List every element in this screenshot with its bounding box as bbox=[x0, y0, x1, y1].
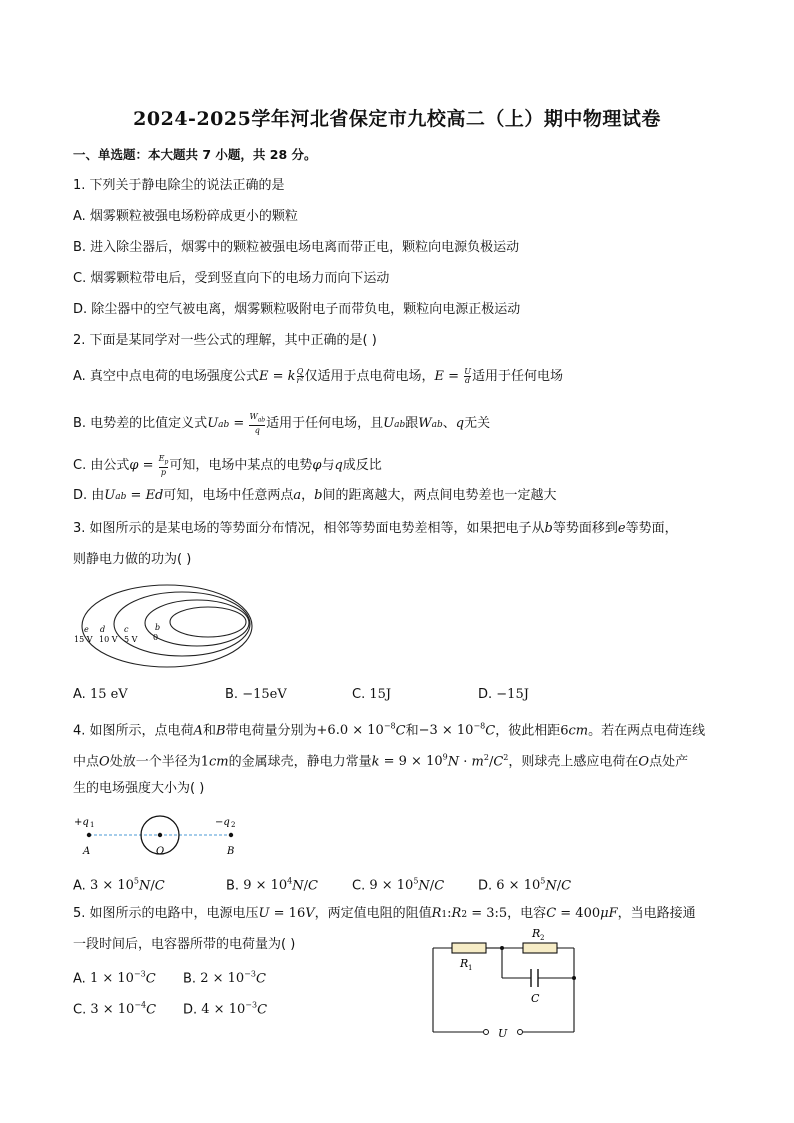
svg-text:2: 2 bbox=[540, 934, 545, 942]
terminal-left bbox=[484, 1030, 489, 1035]
question-5-option-d: D. $4 \times 10^{-3}C$ bbox=[183, 1001, 268, 1018]
label-10v: 10 V bbox=[99, 635, 118, 644]
label-r2: R bbox=[532, 927, 541, 940]
question-1-option-b: B. 进入除尘器后，烟雾中的颗粒被强电场电离而带正电，颗粒向电源负极运动 bbox=[73, 240, 520, 255]
question-2-option-c: C. 由公式φ = $\frac{E_p}{p}$ 可知，电场中某点的电势φ与q成反比 bbox=[73, 454, 382, 477]
resistor-r2 bbox=[523, 943, 557, 953]
equipotential-figure bbox=[72, 580, 254, 672]
question-4-option-b: B. $9 \times 10^4N/C$ bbox=[226, 877, 318, 894]
label-u: U bbox=[498, 1027, 508, 1040]
page-title: 2024-2025学年河北省保定市九校高二（上）期中物理试卷 bbox=[133, 108, 661, 130]
question-5-option-c: C. $3 \times 10^{-4}C$ bbox=[73, 1001, 157, 1018]
question-3-option-c: C. 15J bbox=[352, 687, 392, 702]
question-4-stem: 4. 如图所示，点电荷A和B带电荷量分别为$+6.0 \times 10^{-8}C$和$-3 \times 10^{-8}C$，彼此相距6cm。若在两点电荷连线 bbox=[73, 722, 706, 739]
label-plus-q1: +q bbox=[74, 817, 89, 828]
label-0v: 0 bbox=[153, 633, 159, 642]
question-5-stem-2: 一段时间后，电容器所带的电荷量为( ) bbox=[73, 937, 296, 952]
question-1-option-d: D. 除尘器中的空气被电离，烟雾颗粒吸附电子而带负电，颗粒向电源正极运动 bbox=[73, 302, 521, 317]
label-c: c bbox=[124, 625, 129, 634]
label-e: e bbox=[84, 625, 89, 634]
question-5-option-b: B. $2 \times 10^{-3}C$ bbox=[183, 970, 266, 987]
label-o: O bbox=[156, 846, 165, 857]
svg-text:1: 1 bbox=[468, 964, 473, 972]
question-3-option-d: D. −15J bbox=[478, 687, 529, 702]
question-2-option-a: A. 真空中点电荷的电场强度公式E = k $\frac{Q}{\text{r²}}$ 仅适用于点电荷电场，E = $\frac{U}{d}$ 适用于任何电场 bbox=[73, 367, 563, 385]
question-4-option-c: C. $9 \times 10^5N/C$ bbox=[352, 877, 445, 894]
label-a: A bbox=[83, 846, 91, 857]
center-o-dot bbox=[158, 833, 162, 837]
question-3-option-b: B. −15eV bbox=[225, 687, 287, 702]
question-4-stem-2: 中点O处放一个半径为1cm的金属球壳，静电力常量$k = 9 \times 10^9N \cdot m^2/C^2$，则球壳上感应电荷在O点处产 bbox=[73, 753, 689, 770]
label-5v: 5 V bbox=[124, 635, 138, 644]
svg-text:2: 2 bbox=[231, 821, 236, 829]
question-2-option-d: D. 由Uab = Ed可知，电场中任意两点a，b间的距离越大，两点间电势差也一定越大 bbox=[73, 488, 557, 503]
charge-b-dot bbox=[229, 833, 233, 837]
svg-text:1: 1 bbox=[90, 821, 95, 829]
question-4-option-a: A. $3 \times 10^5N/C$ bbox=[73, 877, 165, 894]
question-2-option-b: B. 电势差的比值定义式Uab = $W_{ab}$ q 适用于任何电场，且Uab跟Wab、q无关 bbox=[73, 412, 491, 435]
label-b: b bbox=[155, 623, 161, 632]
circuit-figure bbox=[428, 924, 580, 1042]
resistor-r1 bbox=[452, 943, 486, 953]
question-1-option-c: C. 烟雾颗粒带电后，受到竖直向下的电场力而向下运动 bbox=[73, 271, 390, 286]
charge-a-dot bbox=[87, 833, 91, 837]
question-2-stem: 2. 下面是某同学对一些公式的理解，其中正确的是( ) bbox=[73, 333, 377, 348]
label-minus-q2: −q bbox=[215, 817, 230, 828]
label-d: d bbox=[100, 625, 106, 634]
label-b: B bbox=[227, 846, 235, 857]
question-5-option-a: A. $1 \times 10^{-3}C$ bbox=[73, 970, 156, 987]
terminal-right bbox=[518, 1030, 523, 1035]
question-3-option-a: A. 15 eV bbox=[73, 687, 128, 702]
question-4-stem-3: 生的电场强度大小为( ) bbox=[73, 781, 205, 796]
label-15v: 15 V bbox=[74, 635, 93, 644]
question-1-option-a: A. 烟雾颗粒被强电场粉碎成更小的颗粒 bbox=[73, 209, 298, 224]
charges-figure bbox=[70, 812, 250, 857]
question-4-option-d: D. $6 \times 10^5N/C$ bbox=[478, 877, 572, 894]
question-1-stem: 1. 下列关于静电除尘的说法正确的是 bbox=[73, 178, 285, 193]
question-3-stem: 3. 如图所示的是某电场的等势面分布情况，相邻等势面电势差相等，如果把电子从b等势面移到e等势面， bbox=[73, 521, 678, 536]
question-3-stem-2: 则静电力做的功为( ) bbox=[73, 552, 192, 567]
section-heading: 一、单选题：本大题共 7 小题，共 28 分。 bbox=[73, 147, 317, 162]
label-c: C bbox=[531, 992, 540, 1005]
label-r1: R bbox=[460, 957, 469, 970]
question-5-stem: 5. 如图所示的电路中，电源电压U = 16V，两定值电阻的阻值R1:R2 = 3:5，电容C = 400μF，当电路接通 bbox=[73, 906, 696, 921]
